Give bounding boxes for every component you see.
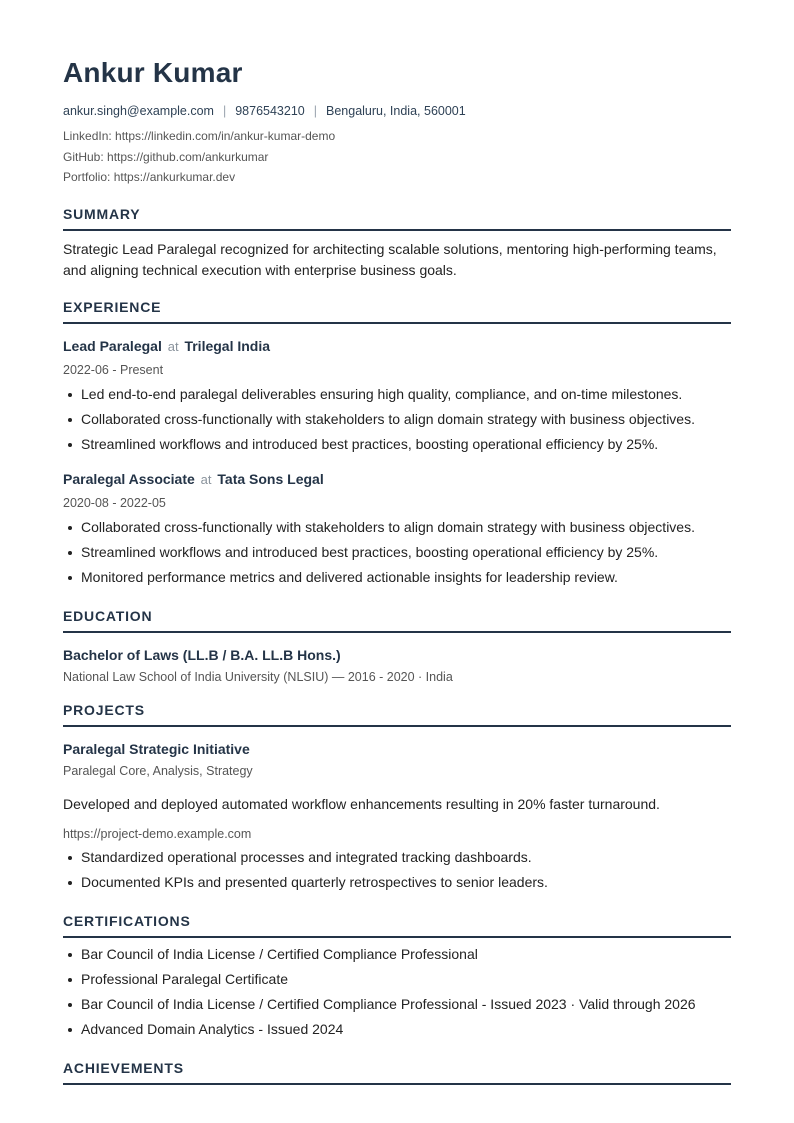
- job-dates: 2022-06 - Present: [63, 362, 164, 377]
- job-company: Trilegal India: [184, 337, 271, 354]
- bullet-item: Documented KPIs and presented quarterly retrospectives to senior leaders.: [63, 870, 731, 895]
- project-tech: Paralegal Core, Analysis, Strategy: [63, 763, 253, 778]
- job-heading: [63, 469, 731, 490]
- at-word: at: [200, 471, 212, 487]
- section-title: EXPERIENCE: [63, 299, 731, 324]
- separator: |: [313, 104, 317, 118]
- job-company: Tata Sons Legal: [217, 470, 324, 487]
- section-title: EDUCATION: [63, 608, 731, 633]
- degree-title: Bachelor of Laws (LL.B / B.A. LL.B Hons.): [63, 646, 341, 663]
- location: Bengaluru, India, 560001: [326, 104, 466, 118]
- school-details: National Law School of India University (NLSIU) — 2016 - 2020 · India: [63, 669, 453, 684]
- at-word: at: [167, 338, 179, 354]
- project-title: Paralegal Strategic Initiative: [63, 740, 250, 757]
- section-title: CERTIFICATIONS: [63, 913, 731, 938]
- certifications-section: [63, 913, 731, 1042]
- separator: |: [222, 104, 227, 118]
- portfolio-link[interactable]: Portfolio: https://ankurkumar.dev: [63, 170, 236, 184]
- github-link[interactable]: GitHub: https://github.com/ankurkumar: [63, 149, 269, 164]
- candidate-name: Ankur Kumar: [63, 57, 243, 88]
- job-entry: [63, 336, 731, 457]
- summary-section: [63, 206, 731, 281]
- education-section: [63, 608, 731, 684]
- project-description: Developed and deployed automated workflow enhancements resulting in 20% faster turnaround.: [63, 795, 660, 812]
- certification-item: Bar Council of India License / Certified Compliance Professional - Issued 2023 · Valid through 2026: [63, 992, 731, 1017]
- job-bullets: [63, 382, 731, 457]
- section-title: PROJECTS: [63, 702, 731, 727]
- experience-section: [63, 299, 731, 590]
- bullet-item: Streamlined workflows and introduced best practices, boosting operational efficiency by 25%.: [63, 432, 731, 457]
- job-bullets: [63, 515, 731, 590]
- bullet-item: Led end-to-end paralegal deliverables ensuring high quality, compliance, and on-time milestones.: [63, 382, 731, 407]
- job-heading: [63, 336, 731, 357]
- contact-row: [63, 104, 731, 118]
- certification-item: Advanced Domain Analytics - Issued 2024: [63, 1017, 731, 1042]
- bullet-item: Monitored performance metrics and delivered actionable insights for leadership review.: [63, 565, 731, 590]
- job-entry: [63, 469, 731, 590]
- achievements-section: [63, 1060, 731, 1085]
- project-link[interactable]: https://project-demo.example.com: [63, 826, 252, 841]
- project-bullets: [63, 845, 731, 895]
- linkedin-link[interactable]: LinkedIn: https://linkedin.com/in/ankur-kumar-demo: [63, 129, 336, 143]
- profile-links: [63, 126, 731, 188]
- email-link[interactable]: ankur.singh@example.com: [63, 104, 214, 118]
- phone-number: 9876543210: [235, 104, 305, 118]
- section-title: SUMMARY: [63, 206, 731, 231]
- certification-item: Bar Council of India License / Certified Compliance Professional: [63, 942, 731, 967]
- section-title: ACHIEVEMENTS: [63, 1060, 731, 1085]
- job-role: Paralegal Associate: [63, 470, 195, 487]
- bullet-item: Streamlined workflows and introduced best practices, boosting operational efficiency by 25%.: [63, 540, 731, 565]
- projects-section: [63, 702, 731, 895]
- bullet-item: Collaborated cross-functionally with stakeholders to align domain strategy with business objectives.: [63, 407, 731, 432]
- job-role: Lead Paralegal: [63, 337, 162, 354]
- summary-text: Strategic Lead Paralegal recognized for architecting scalable solutions, mentoring high-performing teams, and aligning technical execution with enterprise business goals.: [63, 240, 717, 278]
- bullet-item: Standardized operational processes and integrated tracking dashboards.: [63, 845, 731, 870]
- bullet-item: Collaborated cross-functionally with stakeholders to align domain strategy with business objectives.: [63, 515, 731, 540]
- certification-item: Professional Paralegal Certificate: [63, 967, 731, 992]
- certification-list: [63, 942, 731, 1042]
- job-dates: 2020-08 - 2022-05: [63, 495, 166, 510]
